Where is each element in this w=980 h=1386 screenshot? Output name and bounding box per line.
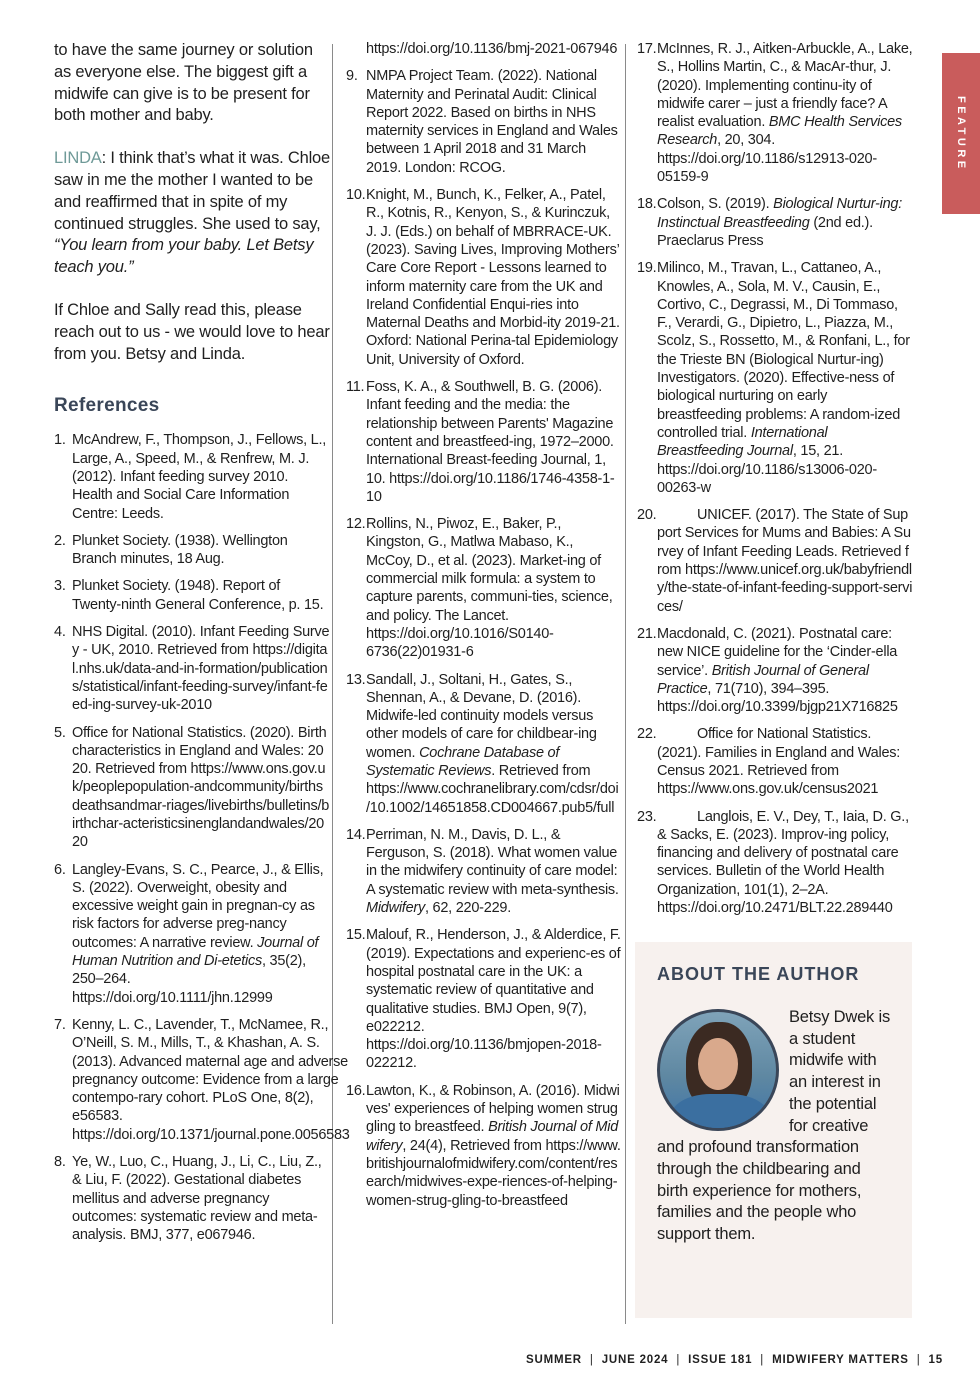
column-1 [54,40,350,1254]
reference-item: 10. Knight, M., Bunch, K., Felker, A., Patel, R., Kotnis, R., Kenyon, S., & Kurinczuk, J. J. (Eds.) on behalf of MBRRACE-UK. (2023). Saving Lives, Improving Mothers’ Care Core Report - Lessons learned to inform maternity care from the UK and Ireland Confidential Enqui-ries into Maternal Deaths and Morbid-ity 2019-21. Oxford: National Perina-tal Epidemiology Unit, University of Oxford. [346,187,620,368]
reference-item: 18. Colson, S. (2019). Biological Nurtur-ing: Instinctual Breastfeeding (2nd ed.). Praeclarus Press [637,196,902,249]
references-list [637,40,913,917]
about-author-title: ABOUT THE AUTHOR [657,964,860,984]
footer-separator: | [589,1354,594,1366]
footer-issue: ISSUE 181 [688,1354,753,1366]
reference-continuation: https://doi.org/10.1136/bmj-2021-067946 [366,41,618,57]
column-divider [625,44,626,1324]
references-heading: References [54,395,160,417]
reference-item: 1. McAndrew, F., Thompson, J., Fellows, L., Large, A., Speed, M., & Renfrew, M. J. (2012). Infant feeding survey 2010. Health and Social Care Information Centre: Leeds. [54,432,327,522]
reference-item: 9. NMPA Project Team. (2022). National Maternity and Perinatal Audit: Clinical Report 2022. Based on births in NHS maternity services in England and Wales between 1 April 2018 and 31 March 2019. London: RCOG. [346,68,618,176]
feature-tab-label: FEATURE [955,95,967,172]
reference-item: 21. Macdonald, C. (2021). Postnatal care: new NICE guideline for the ‘Cinder-ella service’. British Journal of General Practice, 71(710), 394–395. https://doi.org/10.3399/bjgp21X716825 [637,625,898,716]
footer-separator: | [760,1354,765,1366]
reference-item: 11. Foss, K. A., & Southwell, B. G. (2006). Infant feeding and the media: the relationship between Parents' Magazine content and breastfeed-ing, 1972–2000. International Breast-feeding Journal, 1, 10. https://doi.org/10.1186/1746-4358-1-10 [346,379,615,505]
about-author-box [635,942,912,1318]
reference-item: 15. Malouf, R., Henderson, J., & Alderdice, F. (2019). Expectations and experienc-es of hospital postnatal care in the UK: a systematic review of quantitative and qualitative studies. BMJ Open, 9(7), e022212. https://doi.org/10.1136/bmjopen-2018-022212. [346,927,621,1072]
feature-section-tab [942,53,980,214]
references-list [54,431,350,1244]
reference-item: 12. Rollins, N., Piwoz, E., Baker, P., Kingston, G., Matlwa Mabaso, K., McCoy, D., et al. (2023). Market-ing of commercial milk formula: a system to capture parents, communi-ties, science, and policy. The Lancet. https://doi.org/10.1016/S0140-6736(22)01931-6 [346,516,613,661]
reference-item: 2. Plunket Society. (1938). Wellington Branch minutes, 18 Aug. [54,532,288,568]
footer-separator: | [916,1354,921,1366]
reference-item: 19. Milinco, M., Travan, L., Cattaneo, A., Knowles, A., Sola, M. V., Causin, E., Cortivo, C., Degrassi, M., Di Tommaso, F., Verardi, G., Dipietro, L., Piazza, M., Scolz, S., Rossetto, M., & Ronfani, L., for the Trieste BN (Biological Nurtur-ing) Investigators. (2020). Effective-ness of biological nurturing on early breastfeeding problems: A random-ized controlled trial. International Breastfeeding Journal, 15, 21. https://doi.org/10.1186/s13006-020-00263-w [637,260,910,496]
author-bio: Betsy Dwek is a student midwife with an interest in the potential for creative and profound transformation through the childbearing and birth experience for mothers, families and the people who support them. [657,1008,891,1244]
author-photo [657,1009,779,1131]
references-list [346,67,622,1210]
column-3 [637,40,913,926]
reference-item: 5. Office for National Statistics. (2020). Birth characteristics in England and Wales: 2020. Retrieved from https://www.ons.gov.uk/peoplepopulation-andcommunity/birthsdeathsandmar-riages/livebirths/bulletins/birthchar-acteristicsinenglandandwales/2020 [54,724,330,851]
reference-item: 3. Plunket Society. (1948). Report of Twenty-ninth General Conference, p. 15. [54,578,324,613]
reference-item: 4. NHS Digital. (2010). Infant Feeding Survey - UK, 2010. Retrieved from https://digital.nhs.uk/data-and-in-formation/publications/statistical/infant-feeding-survey/infant-feed-ing-survey-uk-2010 [54,624,330,714]
page-number: 15 [928,1354,943,1366]
speaker-name: LINDA [54,149,102,168]
page-footer [526,1354,943,1366]
reference-item: 17. McInnes, R. J., Aitken-Arbuckle, A., Lake, S., Hollins Martin, C., & MacAr-thur, J. (2020). Implementing continu-ity of midwife carer – just a friendly face? A realist evaluation. BMC Health Services Research, 20, 304. https://doi.org/10.1186/s12913-020-05159-9 [637,41,913,186]
footer-season: SUMMER [526,1354,582,1366]
reference-item: 14. Perriman, N. M., Davis, D. L., & Ferguson, S. (2018). What women value in the midwifery continuity of care model: A systematic review with meta-synthesis. Midwifery, 62, 220-229. [346,826,619,917]
reference-item: 16. Lawton, K., & Robinson, A. (2016). Midwives' experiences of helping women struggling to breastfeed. British Journal of Midwifery, 24(4), Retrieved from https://www.britishjournalofmidwifery.com/content/research/midwives-expe-riences-of-helping-women-strug-gling-to-breastfeed [346,1082,621,1209]
reference-item: 23. Langlois, E. V., Dey, T., Iaia, D. G., & Sacks, E. (2023). Improv-ing policy, financing and delivery of postnatal care services. Bulletin of the World Health Organization, 101(1), 2–2A. https://doi.org/10.2471/BLT.22.289440 [637,808,909,917]
quote: “You learn from your baby. Let Betsy teach you.” [54,236,314,277]
body-paragraph: to have the same journey or solution as everyone else. The biggest gift a midwife can give is to be present for both mother and baby. [54,41,313,125]
body-paragraph-quote: LINDA: I think that’s what it was. Chloe saw in me the mother I wanted to be and reaffirmed that in spite of my continued struggles. She used to say, “You learn from your baby. Let Betsy teach you.” [54,149,331,277]
reference-item: 7. Kenny, L. C., Lavender, T., McNamee, R., O’Neill, S. M., Mills, T., & Khashan, A. S. (2013). Advanced maternal age and adverse pregnancy outcome: Evidence from a large contempo-rary cohort. PLoS One, 8(2), e56583. https://doi.org/10.1371/journal.pone.0056583 [54,1016,350,1143]
reference-item: 6. Langley-Evans, S. C., Pearce, J., & Ellis, S. (2022). Overweight, obesity and excessive weight gain in pregnan-cy as risk factors for adverse preg-nancy outcomes: A narrative review. Journal of Human Nutrition and Di-etetics, 35(2), 250–264. https://doi.org/10.1111/jhn.12999 [54,861,324,1006]
body-paragraph: If Chloe and Sally read this, please reach out to us - we would love to hear from you. Betsy and Linda. [54,300,330,363]
footer-publication: MIDWIFERY MATTERS [772,1354,909,1366]
reference-item: 22. Office for National Statistics. (2021). Families in England and Wales: Census 2021. Retrieved from https://www.ons.gov.uk/census2021 [637,726,901,798]
reference-item: 13. Sandall, J., Soltani, H., Gates, S., Shennan, A., & Devane, D. (2016). Midwife-led continuity models versus other models of care for childbear-ing women. Cochrane Database of Systematic Reviews. Retrieved from https://www.cochranelibrary.com/cdsr/doi/10.1002/14651858.CD004667.pub5/full [346,671,619,816]
footer-separator: | [676,1354,681,1366]
column-2 [346,40,622,1219]
reference-item: 8. Ye, W., Luo, C., Huang, J., Li, C., Liu, Z., & Liu, F. (2022). Gestational diabetes mellitus and adverse pregnancy outcomes: systematic review and meta-analysis. BMJ, 377, e067946. [54,1154,322,1244]
reference-item: 20. UNICEF. (2017). The State of Support Services for Mums and Babies: A Survey of Infant Feeding Leads. Retrieved from https://www.unicef.org.uk/babyfriendly/the-state-of-infant-feeding-support-services/ [637,507,913,615]
footer-date: JUNE 2024 [601,1354,669,1366]
